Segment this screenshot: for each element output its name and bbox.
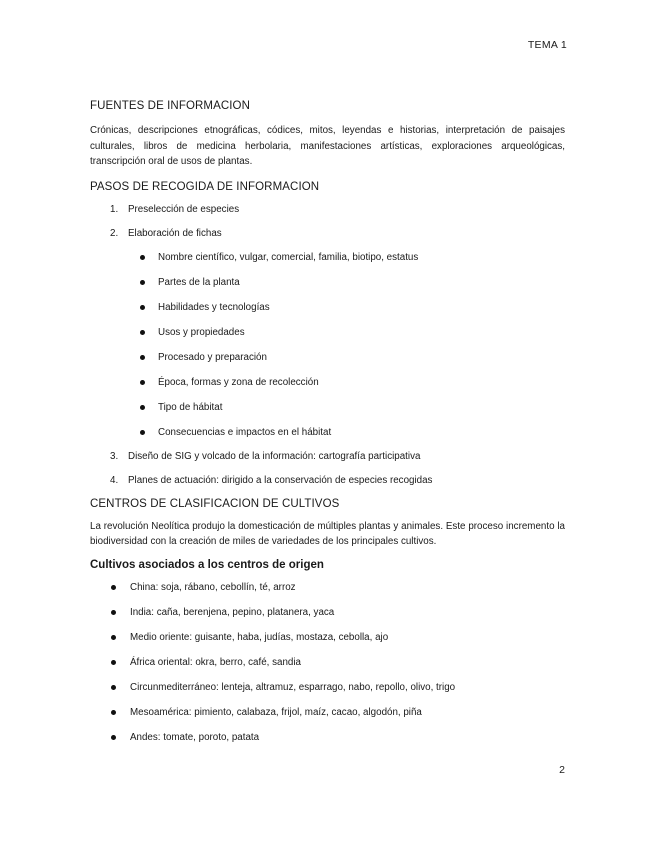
document-body — [90, 100, 565, 756]
crop-text: Circunmediterráneo: lenteja, altramuz, esparrago, nabo, repollo, olivo, trigo — [130, 681, 456, 693]
list-item — [90, 731, 565, 744]
list-item — [90, 203, 565, 216]
crop-text: África oriental: okra, berro, café, sandia — [130, 656, 301, 668]
step-text: Diseño de SIG y volcado de la información: cartografía participativa — [128, 450, 421, 462]
bullet-icon — [111, 635, 116, 640]
ficha-text: Época, formas y zona de recolección — [158, 376, 319, 388]
steps-list — [90, 203, 565, 487]
list-item — [128, 401, 565, 414]
bullet-icon — [140, 280, 145, 285]
ficha-text: Tipo de hábitat — [158, 401, 223, 413]
bullet-icon — [111, 735, 116, 740]
page-number: 2 — [559, 764, 565, 776]
list-item — [128, 251, 565, 264]
section-text-centros: La revolución Neolítica produjo la domesticación de múltiples plantas y animales. Este proceso incremento la biodiversidad con la creación de miles de variedades de los principales cultivos. — [90, 520, 565, 547]
subsection-title-cultivos: Cultivos asociados a los centros de origen — [90, 558, 324, 571]
section-title-centros: CENTROS DE CLASIFICACION DE CULTIVOS — [90, 497, 340, 510]
list-item — [128, 426, 565, 439]
bullet-icon — [111, 660, 116, 665]
section-text-fuentes: Crónicas, descripciones etnográficas, códices, mitos, leyendas e historias, interpretación de paisajes culturales, libros de medicina herbolaria, manifestaciones artísticas, exploraciones arqueológicas, transcripción oral de usos de plantas. — [90, 125, 565, 167]
bullet-icon — [140, 355, 145, 360]
list-item — [90, 450, 565, 463]
bullet-icon — [140, 405, 145, 410]
list-item — [90, 706, 565, 719]
list-item — [128, 376, 565, 389]
ficha-text: Nombre científico, vulgar, comercial, familia, biotipo, estatus — [158, 251, 419, 263]
step-number: 4. — [110, 474, 119, 486]
ficha-text: Consecuencias e impactos en el hábitat — [158, 426, 332, 438]
step-text: Planes de actuación: dirigido a la conservación de especies recogidas — [128, 474, 433, 486]
list-item — [90, 631, 565, 644]
step-text: Preselección de especies — [128, 203, 240, 215]
crop-text: Mesoamérica: pimiento, calabaza, frijol, maíz, cacao, algodón, piña — [130, 706, 422, 718]
step-number: 2. — [110, 227, 119, 239]
list-item — [90, 681, 565, 694]
list-item — [90, 606, 565, 619]
ficha-text: Procesado y preparación — [158, 351, 267, 363]
bullet-icon — [140, 330, 145, 335]
crop-text: India: caña, berenjena, pepino, platanera, yaca — [130, 606, 335, 618]
fichas-list — [128, 251, 565, 439]
list-item — [128, 351, 565, 364]
list-item — [90, 581, 565, 594]
ficha-text: Usos y propiedades — [158, 326, 245, 338]
step-text: Elaboración de fichas — [128, 227, 222, 239]
page-header-title: TEMA 1 — [527, 39, 567, 51]
crop-text: Andes: tomate, poroto, patata — [130, 731, 260, 743]
bullet-icon — [140, 380, 145, 385]
bullet-icon — [111, 710, 116, 715]
bullet-icon — [111, 685, 116, 690]
bullet-icon — [111, 610, 116, 615]
crop-text: China: soja, rábano, cebollín, té, arroz — [130, 581, 296, 593]
list-item — [90, 227, 565, 439]
ficha-text: Partes de la planta — [158, 276, 240, 288]
bullet-icon — [111, 585, 116, 590]
list-item — [128, 276, 565, 289]
section-title-fuentes: FUENTES DE INFORMACION — [90, 100, 251, 112]
bullet-icon — [140, 305, 145, 310]
list-item — [128, 326, 565, 339]
crop-text: Medio oriente: guisante, haba, judías, mostaza, cebolla, ajo — [130, 631, 389, 643]
bullet-icon — [140, 430, 145, 435]
list-item — [90, 656, 565, 669]
list-item — [90, 474, 565, 487]
section-title-pasos: PASOS DE RECOGIDA DE INFORMACION — [90, 180, 320, 193]
bullet-icon — [140, 255, 145, 260]
crops-list — [90, 581, 565, 744]
step-number: 1. — [110, 203, 119, 215]
ficha-text: Habilidades y tecnologías — [158, 301, 270, 313]
step-number: 3. — [110, 450, 119, 462]
list-item — [128, 301, 565, 314]
